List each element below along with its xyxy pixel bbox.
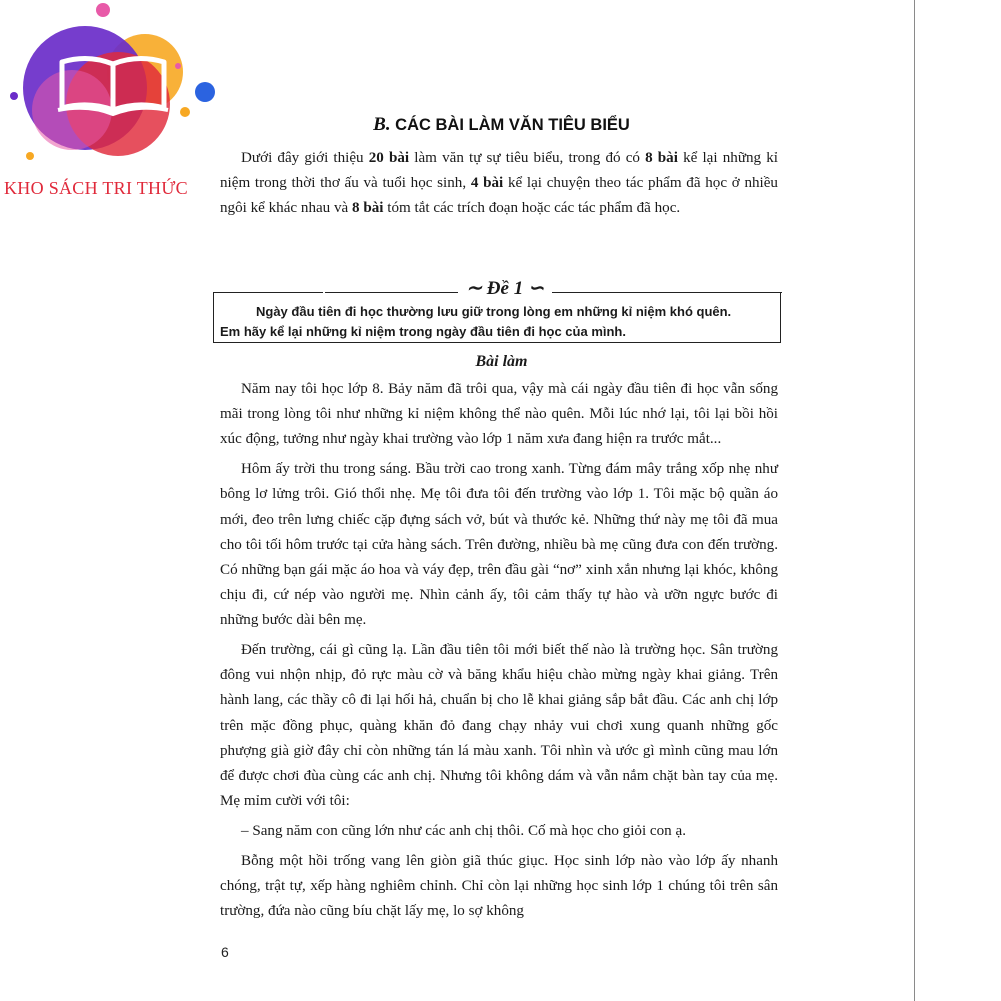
logo-caption: KHO SÁCH TRI THỨC (4, 178, 188, 198)
essay-dialogue: – Sang năm con cũng lớn như các anh chị thôi. Cố mà học cho giỏi con ạ. (241, 822, 686, 839)
essay-paragraph: Hôm ấy trời thu trong sáng. Bầu trời cao trong xanh. Từng đám mây trắng xốp nhẹ như bông lơ lửng trôi. Gió thổi nhẹ. Mẹ tôi đưa tôi đến trường vào lớp 1. Tôi mặc bộ quần áo mới, đeo trên lưng chiếc cặp đựng sách vở, bút và thước kẻ. Những thứ này mẹ tôi đã mua cho tôi tối hôm trước tại cửa hàng sách. Trên đường, nhiều bà mẹ cũng đưa con đến trường. Có những bạn gái mặc áo hoa và váy đẹp, trên đầu gài “nơ” xinh xắn nhưng lại khóc, không chịu đi, cứ nép vào người mẹ. Nhìn cảnh ấy, tôi cảm thấy tự hào và ưỡn ngực bước đi những bước dài bên mẹ. (220, 461, 778, 629)
section-letter: B. (373, 114, 391, 135)
task-prompt-box (213, 292, 781, 343)
open-book-logo-icon (0, 0, 230, 180)
essay-body (220, 377, 778, 929)
ornament-left-icon: ∼ (466, 277, 483, 299)
essay-paragraph: Năm nay tôi học lớp 8. Bảy năm đã trôi qua, vậy mà cái ngày đầu tiên đi học vẫn sống mãi trong lòng tôi như những kỉ niệm không thể nào quên. Mỗi lúc nhớ lại, tôi lại bồi hồi xúc động, tưởng như ngày khai trường vào lớp 1 năm xưa đang hiện ra trước mắt... (220, 381, 778, 448)
essay-paragraph: Bỗng một hồi trống vang lên giòn giã thúc giục. Học sinh lớp nào vào lớp ấy nhanh chóng, trật tự, xếp hàng nghiêm chỉnh. Chỉ còn lại những học sinh lớp 1 chúng tôi trên sân trường, đứa nào cũng bíu chặt lấy mẹ, lo sợ không (220, 852, 778, 920)
intro-text-5: tóm tắt các trích đoạn hoặc các tác phẩm đã học. (383, 200, 681, 217)
intro-text-2: làm văn tự sự tiêu biểu, trong đó có (409, 150, 646, 166)
kho-sach-logo (0, 0, 230, 205)
intro-text-1: Dưới đây giới thiệu (241, 150, 369, 166)
task-prompt-line-1: Ngày đầu tiên đi học thường lưu giữ trong lòng em những kỉ niệm khó quên. (256, 304, 732, 319)
ornament-right-icon: ∽ (527, 277, 544, 299)
task-prompt-line-2: Em hãy kể lại những kỉ niệm trong ngày đầu tiên đi học của mình. (220, 324, 626, 339)
section-title-text: CÁC BÀI LÀM VĂN TIÊU BIỂU (395, 116, 630, 134)
intro-paragraph (220, 146, 778, 222)
intro-bold-3: 4 bài (470, 175, 504, 192)
page-number: 6 (221, 944, 229, 960)
essay-paragraph: Đến trường, cái gì cũng lạ. Lần đầu tiên tôi mới biết thế nào là trường học. Sân trường đông vui nhộn nhịp, đỏ rực màu cờ và băng khẩu hiệu chào mừng ngày khai giảng. Trên hành lang, các thầy cô đi lại hối hả, chuẩn bị cho lễ khai giảng sắp bắt đầu. Các anh chị lớp trên mặc đồng phục, quàng khăn đỏ đang chạy nhảy vui chơi xung quanh những gốc phượng già giờ đây chỉ còn những tán lá màu xanh. Tôi nhìn và ước gì mình cũng mau lớn để được chơi đùa cùng các anh chị. Nhưng tôi không dám và vẫn nắm chặt bàn tay của mẹ. Mẹ mỉm cười với tôi: (220, 642, 778, 810)
de-label-text: Đề 1 (486, 277, 524, 299)
intro-bold-1: 20 bài (368, 150, 410, 166)
intro-bold-2: 8 bài (645, 150, 678, 166)
bai-lam-heading: Bài làm (475, 353, 528, 370)
intro-bold-4: 8 bài (352, 200, 384, 217)
section-title (220, 114, 783, 136)
intro-text-3: kể lại những kỉ niệm trong thời thơ ấu và tuổi học sinh, (220, 150, 778, 192)
intro-text-4: kể lại chuyện theo tác phẩm đã học ở nhiều ngôi kể khác nhau và (220, 175, 778, 217)
page-edge-divider (914, 0, 915, 1001)
